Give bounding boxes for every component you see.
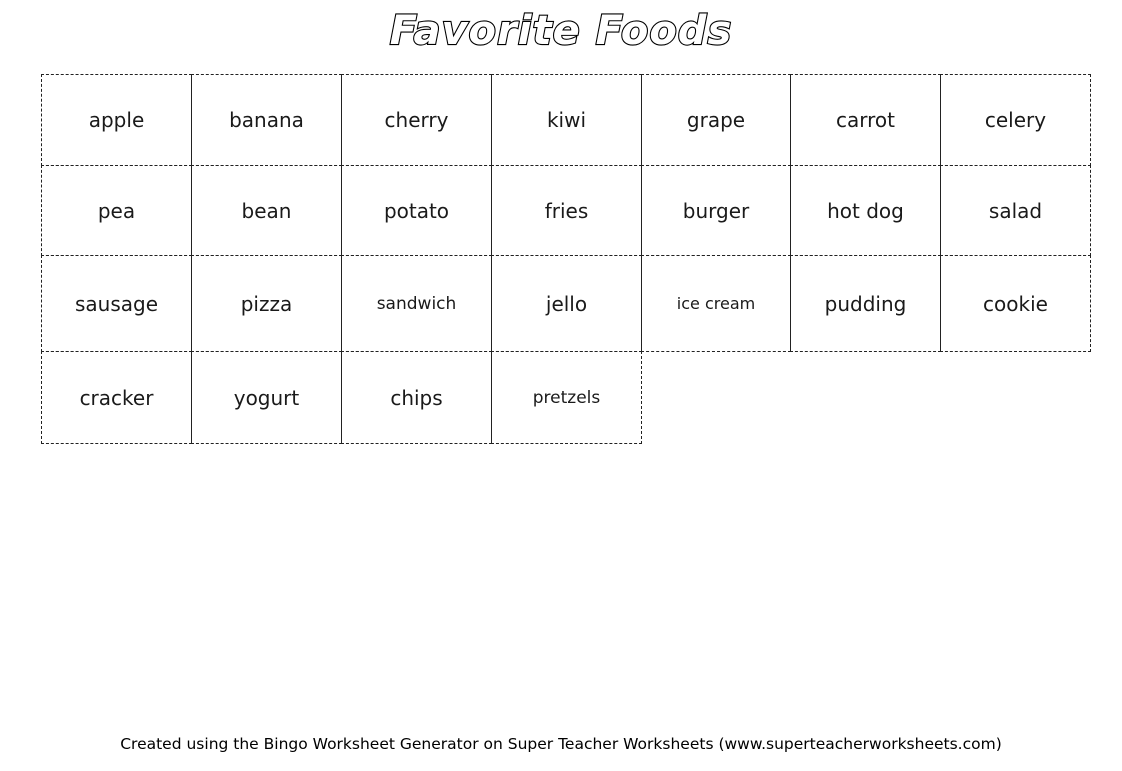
bingo-word-card: bean [191, 165, 342, 256]
bingo-word-card: pizza [191, 255, 342, 352]
bingo-word-card: sandwich [341, 255, 492, 352]
bingo-word-card: cherry [341, 74, 492, 166]
page-title [0, 0, 1122, 56]
bingo-word-card: cracker [41, 351, 192, 444]
bingo-word-card: jello [491, 255, 642, 352]
bingo-word-card: celery [940, 74, 1091, 166]
bingo-word-card: yogurt [191, 351, 342, 444]
bingo-word-card: fries [491, 165, 642, 256]
bingo-word-card: carrot [790, 74, 941, 166]
bingo-word-card: hot dog [790, 165, 941, 256]
bingo-word-card: sausage [41, 255, 192, 352]
bingo-word-card: potato [341, 165, 492, 256]
bingo-word-card: pea [41, 165, 192, 256]
bingo-word-card: ice cream [641, 255, 791, 352]
bingo-word-card: chips [341, 351, 492, 444]
bingo-word-card: kiwi [491, 74, 642, 166]
bingo-word-card: cookie [940, 255, 1091, 352]
bingo-word-card: pretzels [491, 351, 642, 444]
bingo-word-card: banana [191, 74, 342, 166]
bingo-word-card: salad [940, 165, 1091, 256]
bingo-word-card: burger [641, 165, 791, 256]
title-text: Favorite Foods [389, 8, 733, 54]
bingo-word-card: apple [41, 74, 192, 166]
footer-credit: Created using the Bingo Worksheet Generator on Super Teacher Worksheets (www.superteacherworksheets.com) [120, 735, 1002, 753]
bingo-word-card: pudding [790, 255, 941, 352]
bingo-word-card: grape [641, 74, 791, 166]
